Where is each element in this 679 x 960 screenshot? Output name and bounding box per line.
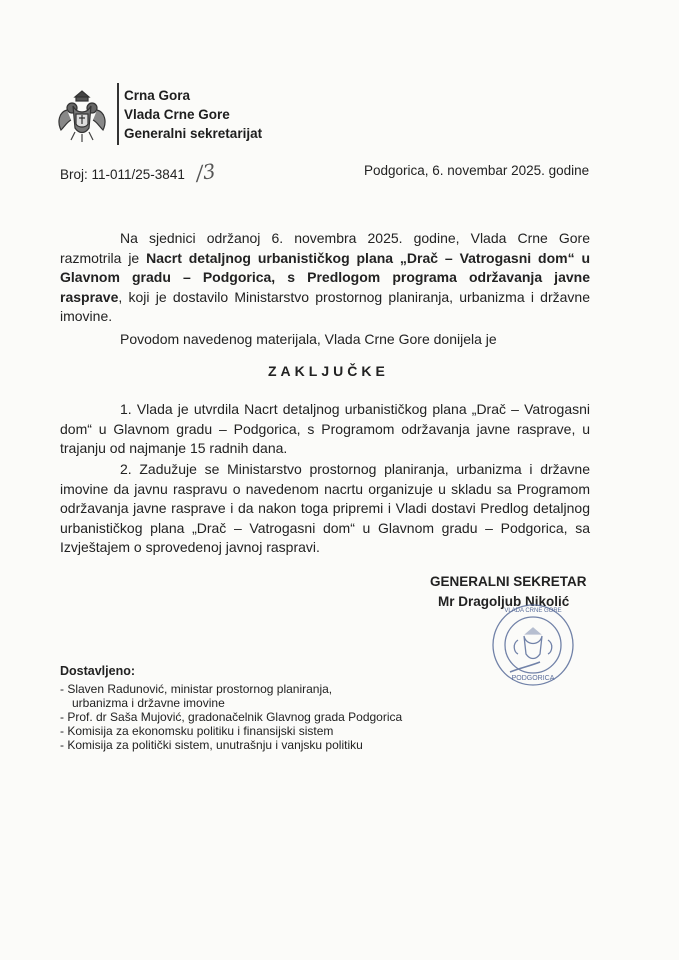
intro-text-b: , koji je dostavilo Ministarstvo prostornog planiranja, urbanizma i državne imovine. (60, 288, 590, 324)
conclusions-heading: ZAKLJUČKE (268, 363, 389, 379)
coat-of-arms-icon (55, 88, 109, 144)
intro-paragraph (60, 229, 590, 327)
place-date: Podgorica, 6. novembar 2025. godine (364, 163, 590, 178)
recipients-heading: Dostavljeno: (60, 664, 136, 678)
conclusion-item-2: 2. Zadužuje se Ministarstvo prostornog planiranja, urbanizma i državne imovine da javnu raspravu o navedenom nacrtu organizuje u skladu sa Programom održavanja javne rasprave i da nakon toga pripremi i Vladi dostavi Predlog detaljnog urbanističkog plana „Drač – Vatrogasni dom“ u Glavnom gradu – Podgorica, sa Izvještajem o sprovedenoj javnoj raspravi. (60, 461, 590, 555)
handwritten-suffix: /3 (194, 158, 218, 186)
intro-text-a: Na sjednici održanoj 6. novembra 2025. godine, Vlada Crne Gore razmotrila je (60, 230, 590, 266)
reference-number: Broj: 11-011/25-3841 (60, 167, 185, 182)
signatory-name: Mr Dragoljub Nikolić (438, 594, 570, 609)
header-divider (117, 83, 119, 145)
org-government: Vlada Crne Gore (124, 107, 230, 122)
org-secretariat: Generalni sekretarijat (124, 126, 263, 141)
svg-text:VLADA CRNE GORE: VLADA CRNE GORE (504, 608, 562, 614)
conclusion-item-1: 1. Vlada je utvrdila Nacrt detaljnog urbanističkog plana „Drač – Vatrogasni dom“ u Glavnom gradu – Podgorica, s Programom održavanja javne rasprave, u trajanju od najmanje 15 radnih dana. (60, 401, 590, 456)
svg-text:PODGORICA: PODGORICA (511, 675, 555, 682)
recipient-line: - Prof. dr Saša Mujović, gradonačelnik Glavnog grada Podgorica (60, 710, 403, 724)
recipient-line: - Slaven Radunović, ministar prostornog planiranja, (60, 682, 333, 696)
recipient-line: - Komisija za ekonomsku politiku i finansijski sistem (60, 724, 334, 738)
org-country: Crna Gora (124, 88, 191, 103)
recipients-list (60, 682, 402, 752)
intro-text-bold: Nacrt detaljnog urbanističkog plana „Drač – Vatrogasni dom“ u Glavnom gradu – Podgorica, s Predlogom programa održavanja javne rasprave (60, 249, 590, 305)
recipient-line: - Komisija za politički sistem, unutrašnju i vanjsku politiku (60, 738, 363, 752)
signatory-title: GENERALNI SEKRETAR (430, 574, 587, 589)
decision-paragraph: Povodom navedenog materijala, Vlada Crne Gore donijela je (120, 331, 497, 347)
organization-block (124, 86, 262, 143)
recipient-line: urbanizma i državne imovine (72, 696, 225, 710)
official-stamp-icon (490, 602, 576, 688)
